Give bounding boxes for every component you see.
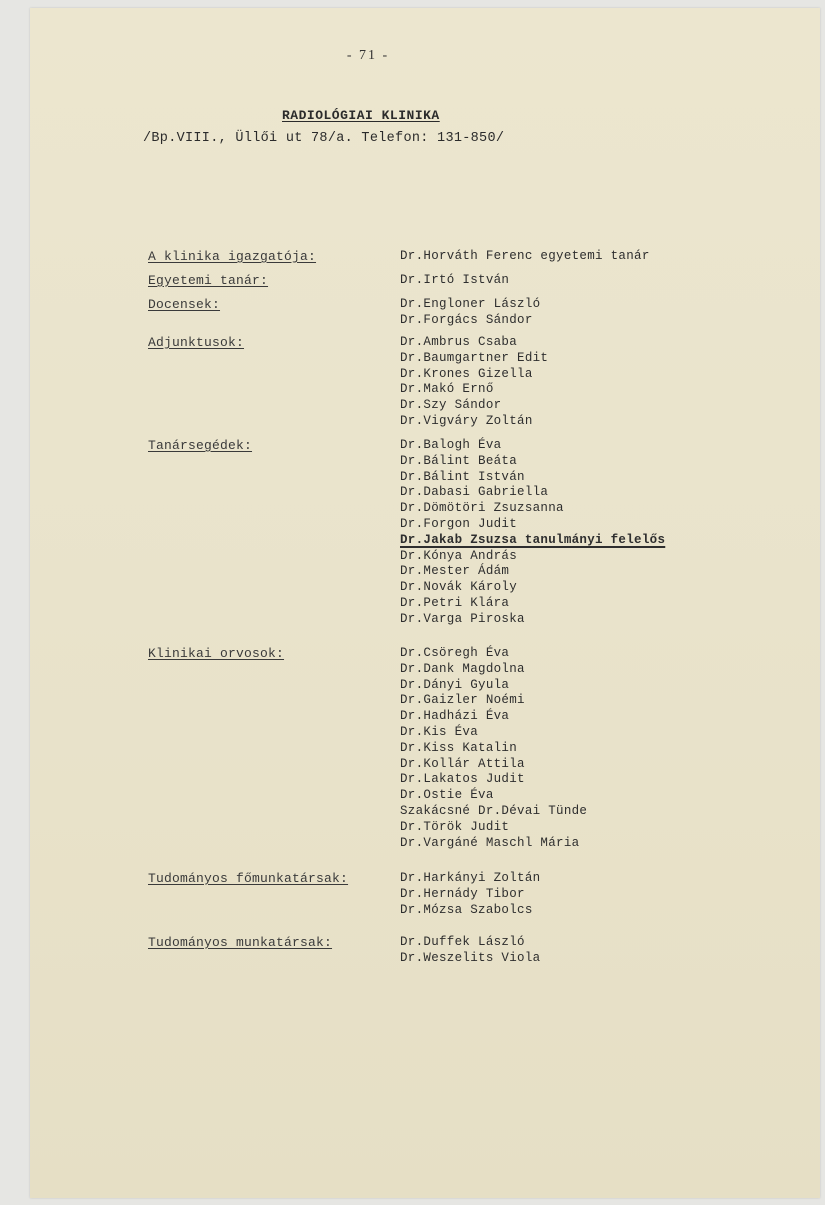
staff-name: Dr.Kiss Katalin bbox=[400, 740, 518, 755]
staff-name: Dr.Gaizler Noémi bbox=[400, 693, 525, 708]
staff-name: Dr.Vargáné Maschl Mária bbox=[400, 835, 580, 850]
staff-name: Dr.Dank Magdolna bbox=[400, 661, 525, 676]
staff-name: Dr.Ostie Éva bbox=[400, 788, 494, 803]
section-names-director bbox=[400, 249, 650, 265]
section-names-docents bbox=[400, 297, 540, 329]
staff-name: Dr.Novák Károly bbox=[400, 580, 518, 595]
staff-name: Dr.Ambrus Csaba bbox=[400, 335, 518, 349]
staff-name: Dr.Makó Ernő bbox=[400, 382, 494, 397]
section-names-senior-researchers bbox=[400, 871, 540, 918]
section-names-assistants bbox=[400, 438, 665, 628]
staff-name: Dr.Krones Gizella bbox=[400, 366, 533, 381]
section-label-assistants: Tanársegédek: bbox=[148, 438, 253, 453]
section-label-director: A klinika igazgatója: bbox=[148, 249, 317, 264]
staff-name: Dr.Lakatos Judit bbox=[400, 772, 525, 787]
staff-name: Dr.Irtó István bbox=[400, 273, 510, 287]
section-label-professor: Egyetemi tanár: bbox=[148, 273, 269, 288]
staff-name: Dr.Vigváry Zoltán bbox=[400, 413, 533, 428]
staff-name: Dr.Török Judit bbox=[400, 819, 510, 834]
staff-name: Dr.Balogh Éva bbox=[400, 438, 502, 452]
staff-name: Dr.Dányi Gyula bbox=[400, 677, 510, 692]
staff-name: Dr.Varga Piroska bbox=[400, 611, 525, 626]
staff-name: Dr.Dömötöri Zsuzsanna bbox=[400, 501, 564, 516]
section-label-researchers: Tudományos munkatársak: bbox=[148, 935, 333, 950]
section-label-clinical-doctors: Klinikai orvosok: bbox=[148, 646, 285, 661]
section-names-professor bbox=[400, 273, 509, 289]
staff-name: Dr.Kollár Attila bbox=[400, 756, 525, 771]
staff-name: Dr.Harkányi Zoltán bbox=[400, 871, 541, 885]
staff-name: Dr.Kis Éva bbox=[400, 724, 479, 739]
section-label-adjuncts: Adjunktusok: bbox=[148, 335, 245, 350]
staff-name: Dr.Mester Ádám bbox=[400, 564, 510, 579]
section-names-clinical-doctors bbox=[400, 646, 587, 851]
staff-name: Dr.Mózsa Szabolcs bbox=[400, 902, 533, 917]
staff-name: Dr.Bálint Beáta bbox=[400, 453, 518, 468]
section-label-senior-researchers: Tudományos főmunkatársak: bbox=[148, 871, 349, 886]
staff-name: Dr.Baumgartner Edit bbox=[400, 350, 549, 365]
staff-name: Dr.Bálint István bbox=[400, 469, 525, 484]
staff-name: Dr.Petri Klára bbox=[400, 595, 510, 610]
staff-name: Dr.Dabasi Gabriella bbox=[400, 485, 549, 500]
staff-name: Dr.Csöregh Éva bbox=[400, 646, 510, 660]
clinic-title: RADIOLÓGIAI KLINIKA bbox=[282, 108, 440, 123]
staff-name: Dr.Forgács Sándor bbox=[400, 312, 533, 327]
staff-name: Dr.Forgon Judit bbox=[400, 516, 518, 531]
section-names-researchers bbox=[400, 935, 540, 967]
staff-name: Dr.Szy Sándor bbox=[400, 398, 502, 413]
staff-name: Dr.Hadházi Éva bbox=[400, 709, 510, 724]
staff-name: Dr.Hernády Tibor bbox=[400, 886, 525, 901]
section-label-docents: Docensek: bbox=[148, 297, 221, 312]
staff-name: Dr.Engloner László bbox=[400, 297, 541, 311]
staff-name-highlighted: Dr.Jakab Zsuzsa tanulmányi felelős bbox=[400, 532, 666, 547]
staff-name: Dr.Duffek László bbox=[400, 935, 525, 949]
clinic-address: /Bp.VIII., Üllői ut 78/a. Telefon: 131-850/ bbox=[143, 131, 505, 146]
page-number: - 71 - bbox=[346, 48, 390, 63]
staff-name: Dr.Kónya András bbox=[400, 548, 518, 563]
section-names-adjuncts bbox=[400, 335, 548, 430]
staff-name: Dr.Horváth Ferenc egyetemi tanár bbox=[400, 249, 650, 263]
staff-name: Dr.Weszelits Viola bbox=[400, 950, 541, 965]
staff-name: Szakácsné Dr.Dévai Tünde bbox=[400, 803, 588, 818]
